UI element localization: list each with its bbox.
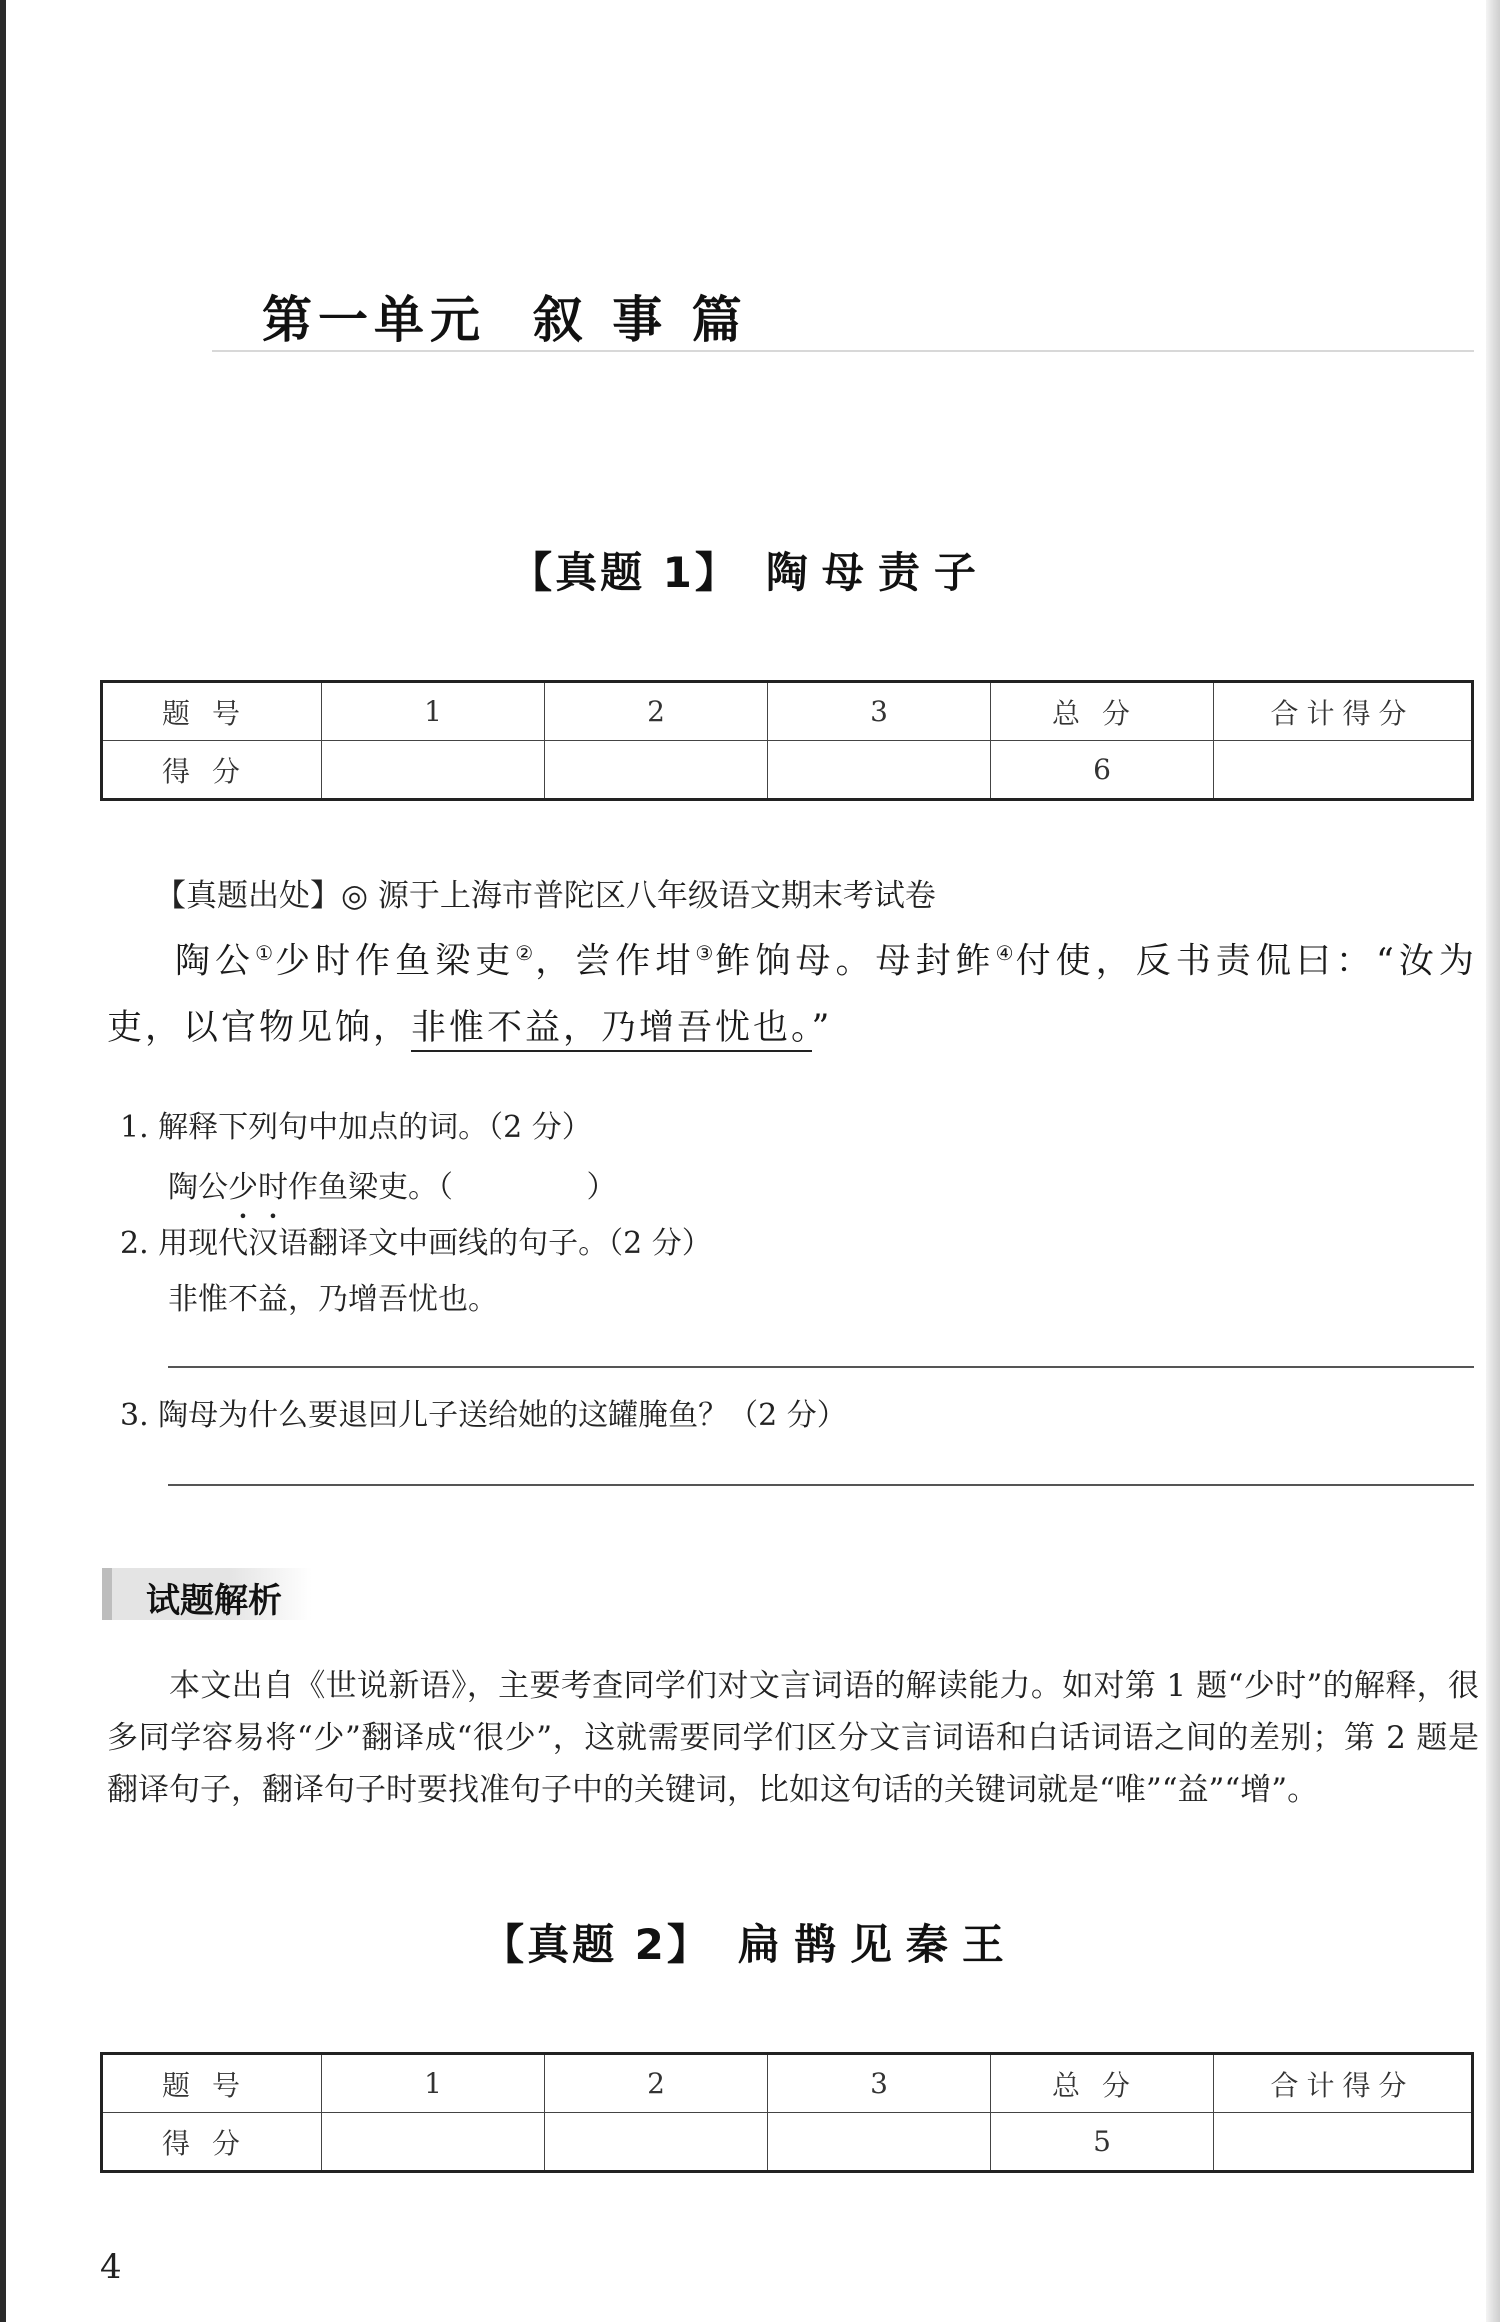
passage-text: 陶公 — [175, 941, 256, 982]
score-table-1 — [100, 680, 1474, 801]
emphasis-char: 少 — [228, 1170, 258, 1205]
table-cell: 3 — [768, 2054, 991, 2113]
score-table-2 — [100, 2052, 1474, 2173]
table-cell: 总分 — [991, 682, 1214, 741]
answer-line[interactable] — [168, 1366, 1474, 1368]
section-1-name: 陶母责子 — [765, 548, 990, 597]
section-1-title — [0, 540, 1500, 600]
table-cell: 总分 — [991, 2054, 1214, 2113]
score-input-cell[interactable] — [545, 2113, 768, 2172]
table-cell: 得分 — [102, 2113, 322, 2172]
table-cell: 1 — [322, 2054, 545, 2113]
question-2 — [120, 1218, 712, 1262]
source-label: 【真题出处】 — [155, 878, 341, 914]
page-shadow-edge — [1486, 0, 1500, 2322]
score-table-1-header-row — [102, 682, 1473, 741]
question-text: 解释下列句中加点的词。（2 分） — [158, 1110, 592, 1145]
score-table-1-score-row — [102, 741, 1473, 800]
answer-line[interactable] — [168, 1484, 1474, 1486]
passage-text: 少时作鱼梁吏 — [275, 941, 516, 982]
table-cell: 5 — [991, 2113, 1214, 2172]
question-1 — [120, 1102, 592, 1146]
source-mark: ◎ — [341, 878, 369, 914]
table-cell: 3 — [768, 682, 991, 741]
section-1-tag: 【真题 1】 — [510, 548, 740, 597]
section-2-title — [0, 1912, 1500, 1972]
sentence-text: 陶公 — [168, 1170, 228, 1205]
table-cell: 1 — [322, 682, 545, 741]
source-line — [155, 870, 936, 915]
page-number: 4 — [100, 2247, 122, 2287]
footnote-marker: ④ — [995, 941, 1016, 965]
question-1-sentence — [168, 1162, 617, 1206]
footnote-marker: ② — [515, 941, 536, 965]
analysis-text: 本文出自《世说新语》，主要考查同学们对文言词语的解读能力。如对第 1 题“少时”的解释，很多同学容易将“少”翻译成“很少”，这就需要同学们区分文言词语和白话词语之间的差别；第 2 题是翻译句子，翻译句子时要找准句子中的关键词，比如这句话的关键词就是“唯”“益”“增”。 — [107, 1668, 1479, 1808]
question-3 — [120, 1390, 847, 1434]
emphasis-char: 时 — [258, 1170, 288, 1205]
score-input-cell[interactable] — [322, 741, 545, 800]
table-cell: 合计得分 — [1214, 2054, 1473, 2113]
passage-text: ，尝作坩 — [535, 941, 696, 982]
score-table-2-header-row — [102, 2054, 1473, 2113]
score-input-cell[interactable] — [545, 741, 768, 800]
analysis-title: 试题解析 — [146, 1581, 282, 1621]
unit-title-rule — [212, 350, 1474, 352]
section-2-name: 扁鹊见秦王 — [737, 1920, 1018, 1969]
question-2-sentence: 非惟不益，乃增吾忧也。 — [168, 1282, 498, 1317]
score-input-cell[interactable] — [322, 2113, 545, 2172]
section-2-tag: 【真题 2】 — [482, 1920, 712, 1969]
score-input-cell[interactable] — [1214, 741, 1473, 800]
question-text: 陶母为什么要退回儿子送给她的这罐腌鱼？（2 分） — [158, 1398, 847, 1433]
score-input-cell[interactable] — [1214, 2113, 1473, 2172]
table-cell: 得分 — [102, 741, 322, 800]
question-number: 2. — [120, 1226, 149, 1261]
table-cell: 2 — [545, 2054, 768, 2113]
question-number: 1. — [120, 1110, 149, 1145]
sentence-text: ） — [586, 1170, 617, 1205]
table-cell: 2 — [545, 682, 768, 741]
score-table-2-score-row — [102, 2113, 1473, 2172]
score-input-cell[interactable] — [768, 741, 991, 800]
underlined-sentence: 非惟不益，乃增吾忧也。 — [411, 1008, 812, 1052]
answer-blank[interactable] — [453, 1170, 587, 1205]
footnote-marker: ① — [255, 941, 276, 965]
unit-title: 第一单元 叙 事 篇 — [262, 291, 748, 349]
page-binding-edge — [0, 0, 6, 2322]
table-cell: 题号 — [102, 2054, 322, 2113]
table-cell: 6 — [991, 741, 1214, 800]
passage-text: ” — [811, 1007, 833, 1048]
sentence-text: 作鱼梁吏。（ — [288, 1170, 453, 1205]
source-text: 源于上海市普陀区八年级语文期末考试卷 — [377, 878, 936, 914]
classical-passage — [107, 920, 1477, 1061]
score-input-cell[interactable] — [768, 2113, 991, 2172]
footnote-marker: ③ — [695, 941, 716, 965]
table-cell: 合计得分 — [1214, 682, 1473, 741]
question-number: 3. — [120, 1398, 149, 1433]
question-text: 用现代汉语翻译文中画线的句子。（2 分） — [158, 1226, 712, 1261]
table-cell: 题号 — [102, 682, 322, 741]
passage-text: 鲊饷母。母封鲊 — [715, 941, 996, 982]
passage-text: 付使，反书责侃曰：“汝为吏，以官物见饷， — [107, 941, 1477, 1048]
